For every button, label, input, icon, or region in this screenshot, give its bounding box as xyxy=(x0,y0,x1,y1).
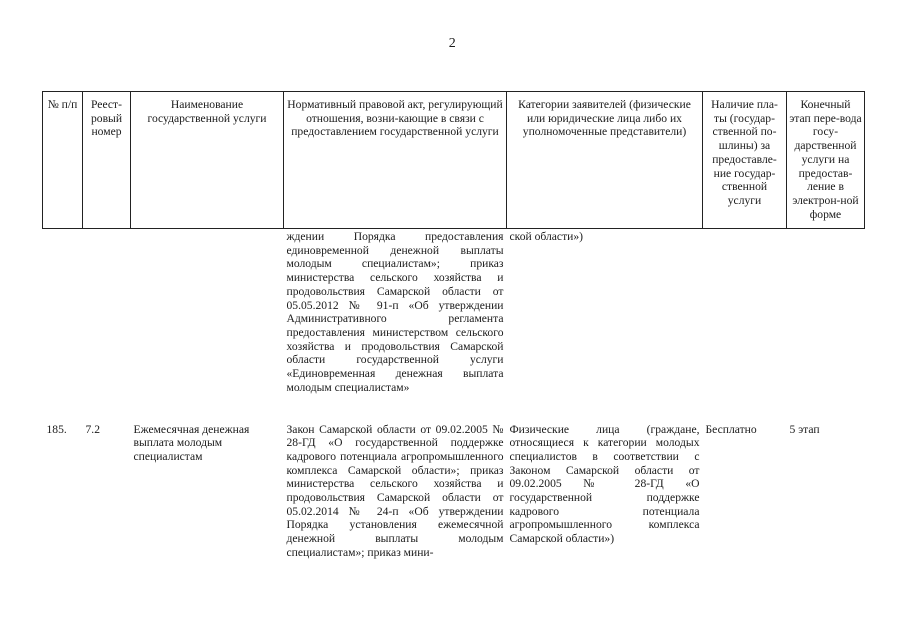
header-applicant-categories: Категории заявителей (физические или юридические лица либо их уполномоченные представители) xyxy=(507,92,703,229)
cell-number: 185. xyxy=(46,422,67,436)
cell-registry-number xyxy=(83,229,131,419)
cell-final-stage xyxy=(787,229,865,419)
header-fee: Наличие пла-ты (государ-ственной по-шлины) за предоставле-ние государ-ственной услуги xyxy=(703,92,787,229)
table-row xyxy=(43,419,865,560)
cell-service-name xyxy=(131,229,284,419)
table-header-row xyxy=(43,92,865,229)
page-number: 2 xyxy=(448,36,457,51)
cell-legal-act: Закон Самарской области от 09.02.2005 № 28-ГД «О государственной поддержке кадрового потенциала агропромышленного комплекса Самарской области»; приказ министерства сельского хозяйства и продовольствия Самарской области от 05.02.2014 № 24-п «Об утверждении Порядка установления ежемесячной денежной выплаты молодым специалистам»; приказ мини- xyxy=(286,422,504,559)
cell-service-name: Ежемесячная денежная выплата молодым специалистам xyxy=(133,422,250,463)
header-final-stage: Конечный этап пере-вода госу-дарственной услуги на предостав-ление в электрон-ной форме xyxy=(787,92,865,229)
header-number: № п/п xyxy=(43,92,83,229)
cell-applicant-categories: ской области») xyxy=(509,230,584,243)
header-registry-number: Реест-ровый номер xyxy=(83,92,131,229)
header-legal-act: Нормативный правовой акт, регулирующий отношения, возни-кающие в связи с предоставлением государственной услуги xyxy=(284,92,507,229)
cell-final-stage: 5 этап xyxy=(789,422,820,436)
cell-fee xyxy=(703,229,787,419)
cell-legal-act: ждении Порядка предоставления единовременной денежной выплаты молодым специалистам»; приказ министерства сельского хозяйства и продовольствия Самарской области от 05.05.2012 № 91-п «Об утверждении Административного регламента предоставления министерством сельского хозяйства и продовольствия Самарской области государственной услуги «Единовременная денежная выплата молодым специалистам» xyxy=(286,230,504,394)
cell-number xyxy=(43,229,83,419)
header-service-name: Наименование государственной услуги xyxy=(131,92,284,229)
services-table xyxy=(42,91,865,560)
cell-applicant-categories: Физические лица (граждане, относящиеся к категории молодых специалистов в соответствии с Законом Самарской области от 09.02.2005 № 28-ГД «О государственной поддержке кадрового потенциала агропромышленного комплекса Самарской области») xyxy=(509,422,700,546)
cell-fee: Бесплатно xyxy=(705,422,757,436)
cell-registry-number: 7.2 xyxy=(85,422,100,436)
table-row xyxy=(43,229,865,419)
